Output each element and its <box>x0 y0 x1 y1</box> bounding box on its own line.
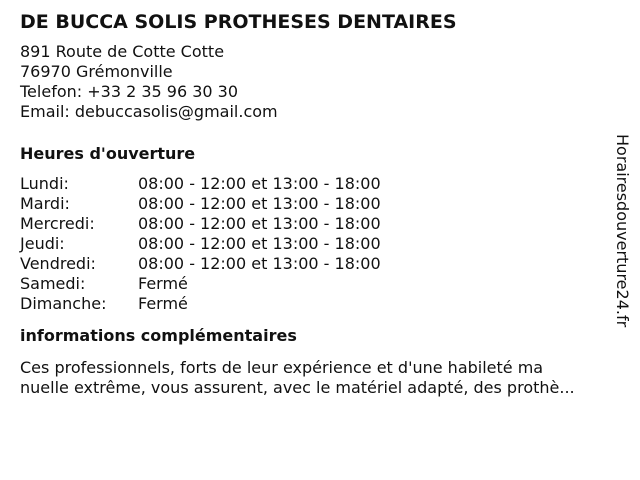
business-name: DE BUCCA SOLIS PROTHESES DENTAIRES <box>20 11 457 33</box>
hours-value: Fermé <box>138 294 188 313</box>
hours-row-wednesday <box>20 214 610 234</box>
address-city: 76970 Grémonville <box>20 62 173 81</box>
day-label: Lundi: <box>20 174 69 193</box>
business-card <box>20 10 610 398</box>
hours-value: Fermé <box>138 274 188 293</box>
hours-value: 08:00 - 12:00 et 13:00 - 18:00 <box>138 234 381 253</box>
hours-value: 08:00 - 12:00 et 13:00 - 18:00 <box>138 214 381 233</box>
additional-info-heading: informations complémentaires <box>20 326 297 345</box>
opening-hours-list <box>20 174 610 314</box>
hours-row-saturday <box>20 274 610 294</box>
hours-row-thursday <box>20 234 610 254</box>
hours-row-monday <box>20 174 610 194</box>
site-watermark: Horairesdouverture24.fr <box>613 134 632 328</box>
day-label: Vendredi: <box>20 254 96 273</box>
description-line-1: Ces professionnels, forts de leur expérience et d'une habileté ma <box>20 358 544 377</box>
hours-value: 08:00 - 12:00 et 13:00 - 18:00 <box>138 194 381 213</box>
description-line-2: nuelle extrême, vous assurent, avec le matériel adapté, des prothè... <box>20 378 575 397</box>
opening-hours-heading: Heures d'ouverture <box>20 144 196 163</box>
email-address: Email: debuccasolis@gmail.com <box>20 102 278 121</box>
day-label: Jeudi: <box>20 234 65 253</box>
day-label: Mardi: <box>20 194 70 213</box>
hours-row-sunday <box>20 294 610 314</box>
day-label: Samedi: <box>20 274 86 293</box>
hours-row-friday <box>20 254 610 274</box>
hours-value: 08:00 - 12:00 et 13:00 - 18:00 <box>138 254 381 273</box>
phone-number: Telefon: +33 2 35 96 30 30 <box>20 82 239 101</box>
day-label: Mercredi: <box>20 214 95 233</box>
hours-value: 08:00 - 12:00 et 13:00 - 18:00 <box>138 174 381 193</box>
address-street: 891 Route de Cotte Cotte <box>20 42 225 61</box>
day-label: Dimanche: <box>20 294 107 313</box>
hours-row-tuesday <box>20 194 610 214</box>
